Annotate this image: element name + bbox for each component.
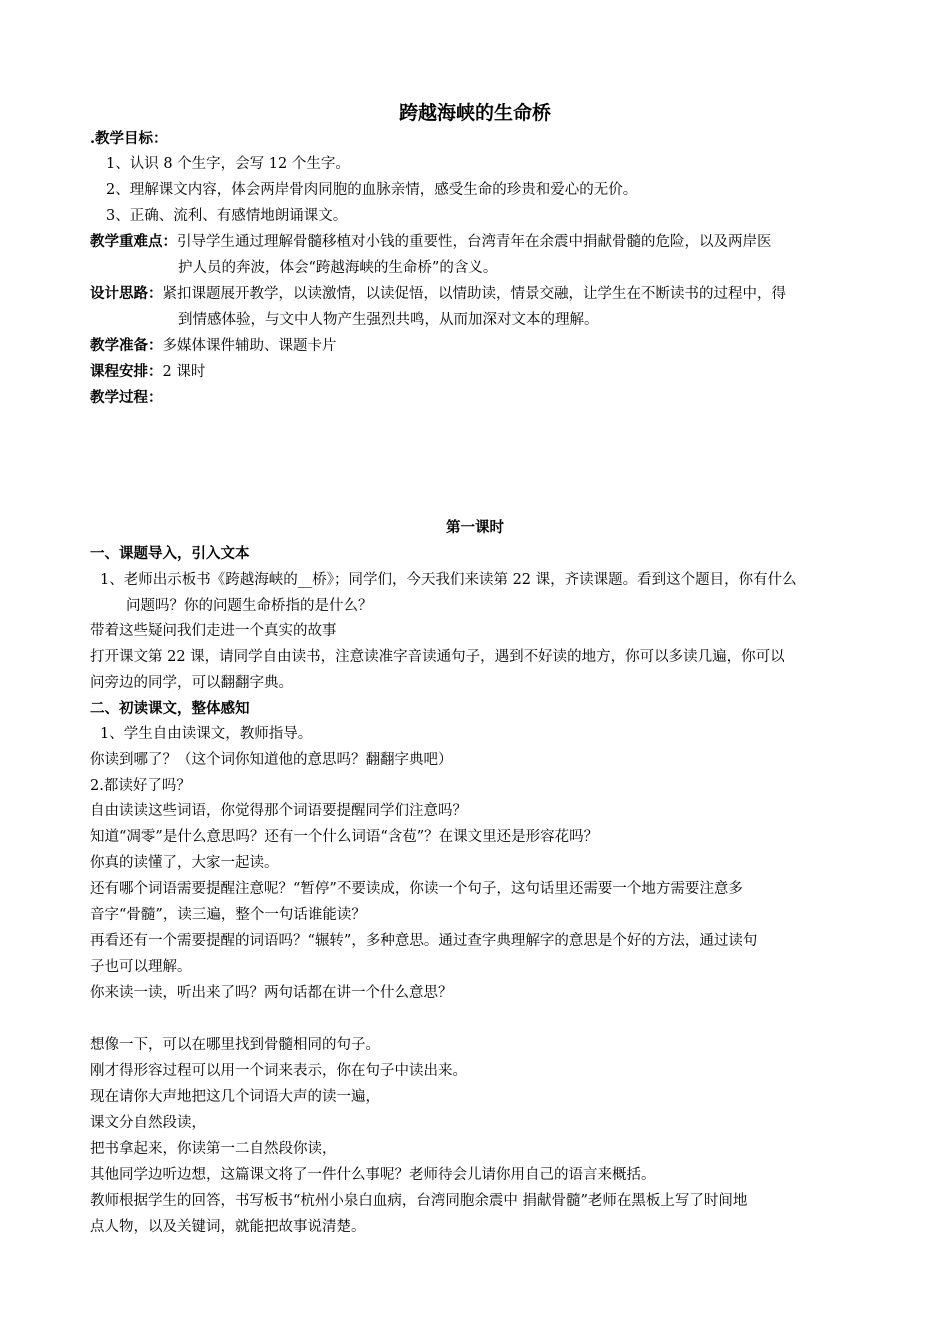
objective-item-2: 2、理解课文内容，体会两岸骨肉同胞的血脉亲情，感受生命的珍贵和爱心的无价。 bbox=[106, 182, 638, 198]
s2-paragraph-4: 知道“凋零”是什么意思吗？还有一个什么词语“含苞”？在课文里还是形容花吗？ bbox=[90, 829, 599, 845]
key-points-text-1: 引导学生通过理解骨髓移植对小钱的重要性，台湾青年在余震中捐献骨髓的危险，以及两岸医 bbox=[177, 234, 772, 250]
key-points-label: 教学重难点： bbox=[90, 233, 177, 250]
s2-paragraph-9: 想像一下，可以在哪里找到骨髓相同的句子。 bbox=[90, 1037, 380, 1053]
section2-heading: 二、初读课文，整体感知 bbox=[90, 700, 250, 717]
lesson1-heading: 第一课时 bbox=[446, 519, 504, 536]
s2-item1: 1、学生自由读课文，教师指导。 bbox=[100, 726, 313, 742]
s2-paragraph-6-line1: 还有哪个词语需要提醒注意呢？“暂停”不要读成，你读一个句子，这句话里还需要一个地方需要注意多 bbox=[90, 881, 743, 897]
schedule-label: 课程安排： bbox=[90, 363, 163, 380]
s1-item1-line2: 问题吗？你的问题生命桥指的是什么？ bbox=[126, 598, 373, 614]
s1-paragraph-1: 带着这些疑问我们走进一个真实的故事 bbox=[90, 623, 337, 639]
prep-text: 多媒体课件辅助、课题卡片 bbox=[162, 338, 337, 354]
process-heading: 教学过程： bbox=[90, 389, 163, 406]
s1-paragraph-2-line2: 问旁边的同学，可以翻翻字典。 bbox=[90, 675, 293, 691]
s2-paragraph-15-line1: 教师根据学生的回答，书写板书“杭州小泉白血病，台湾同胞余震中 捐献骨髓”老师在黑板上写了时间地 bbox=[90, 1193, 748, 1209]
objectives-heading: .教学目标： bbox=[90, 130, 168, 147]
s2-paragraph-7-line2: 子也可以理解。 bbox=[90, 959, 192, 975]
s2-paragraph-11: 现在请你大声地把这几个词语大声的读一遍， bbox=[90, 1089, 380, 1105]
schedule-text: 2 课时 bbox=[162, 364, 206, 380]
prep-line bbox=[90, 335, 337, 357]
s2-paragraph-12: 课文分自然段读， bbox=[90, 1115, 206, 1131]
design-text-1: 紧扣课题展开教学，以读激情，以读促悟，以情助读，情景交融，让学生在不断读书的过程中，得 bbox=[162, 286, 786, 302]
schedule-line bbox=[90, 361, 205, 383]
s2-paragraph-1: 你读到哪了？（这个词你知道他的意思吗？翻翻字典吧） bbox=[90, 752, 453, 768]
section1-heading: 一、课题导入，引入文本 bbox=[90, 545, 250, 562]
s2-paragraph-6-line2: 音字“骨髓”，读三遍，整个一句话谁能读？ bbox=[90, 907, 366, 923]
key-points-line-1 bbox=[90, 231, 772, 253]
s1-item1-line1: 1、老师出示板书《跨越海峡的__桥》；同学们，今天我们来读第 22 课，齐读课题。看到这个题目，你有什么 bbox=[100, 572, 797, 588]
design-line-2: 到情感体验，与文中人物产生强烈共鸣，从而加深对文本的理解。 bbox=[178, 312, 599, 328]
s2-paragraph-14: 其他同学边听边想，这篇课文将了一件什么事呢？老师待会儿请你用自己的语言来概括。 bbox=[90, 1167, 656, 1183]
s2-paragraph-8: 你来读一读，听出来了吗？两句话都在讲一个什么意思？ bbox=[90, 985, 453, 1001]
s2-paragraph-5: 你真的读懂了，大家一起读。 bbox=[90, 855, 279, 871]
s2-paragraph-2: 2.都读好了吗？ bbox=[90, 778, 191, 794]
objective-item-3: 3、正确、流利、有感情地朗诵课文。 bbox=[106, 208, 348, 224]
s2-paragraph-13: 把书拿起来，你读第一二自然段你读， bbox=[90, 1141, 337, 1157]
key-points-line-2: 护人员的奔波，体会“跨越海峡的生命桥”的含义。 bbox=[178, 260, 498, 276]
s1-paragraph-2-line1: 打开课文第 22 课，请同学自由读书，注意读准字音读通句子，遇到不好读的地方，你可以多读几遍，你可以 bbox=[90, 649, 785, 665]
document-title: 跨越海峡的生命桥 bbox=[398, 102, 551, 124]
design-line-1 bbox=[90, 283, 786, 305]
s2-paragraph-15-line2: 点人物，以及关键词，就能把故事说清楚。 bbox=[90, 1219, 366, 1235]
objective-item-1: 1、认识 8 个生字，会写 12 个生字。 bbox=[106, 156, 350, 172]
s2-paragraph-3: 自由读读这些词语，你觉得那个词语要提醒同学们注意吗？ bbox=[90, 803, 467, 819]
prep-label: 教学准备： bbox=[90, 337, 163, 354]
design-label: 设计思路： bbox=[90, 285, 163, 302]
s2-paragraph-10: 刚才得形容过程可以用一个词来表示，你在句子中读出来。 bbox=[90, 1063, 467, 1079]
s2-paragraph-7-line1: 再看还有一个需要提醒的词语吗？“辗转”，多种意思。通过查字典理解字的意思是个好的方法，通过读句 bbox=[90, 933, 758, 949]
